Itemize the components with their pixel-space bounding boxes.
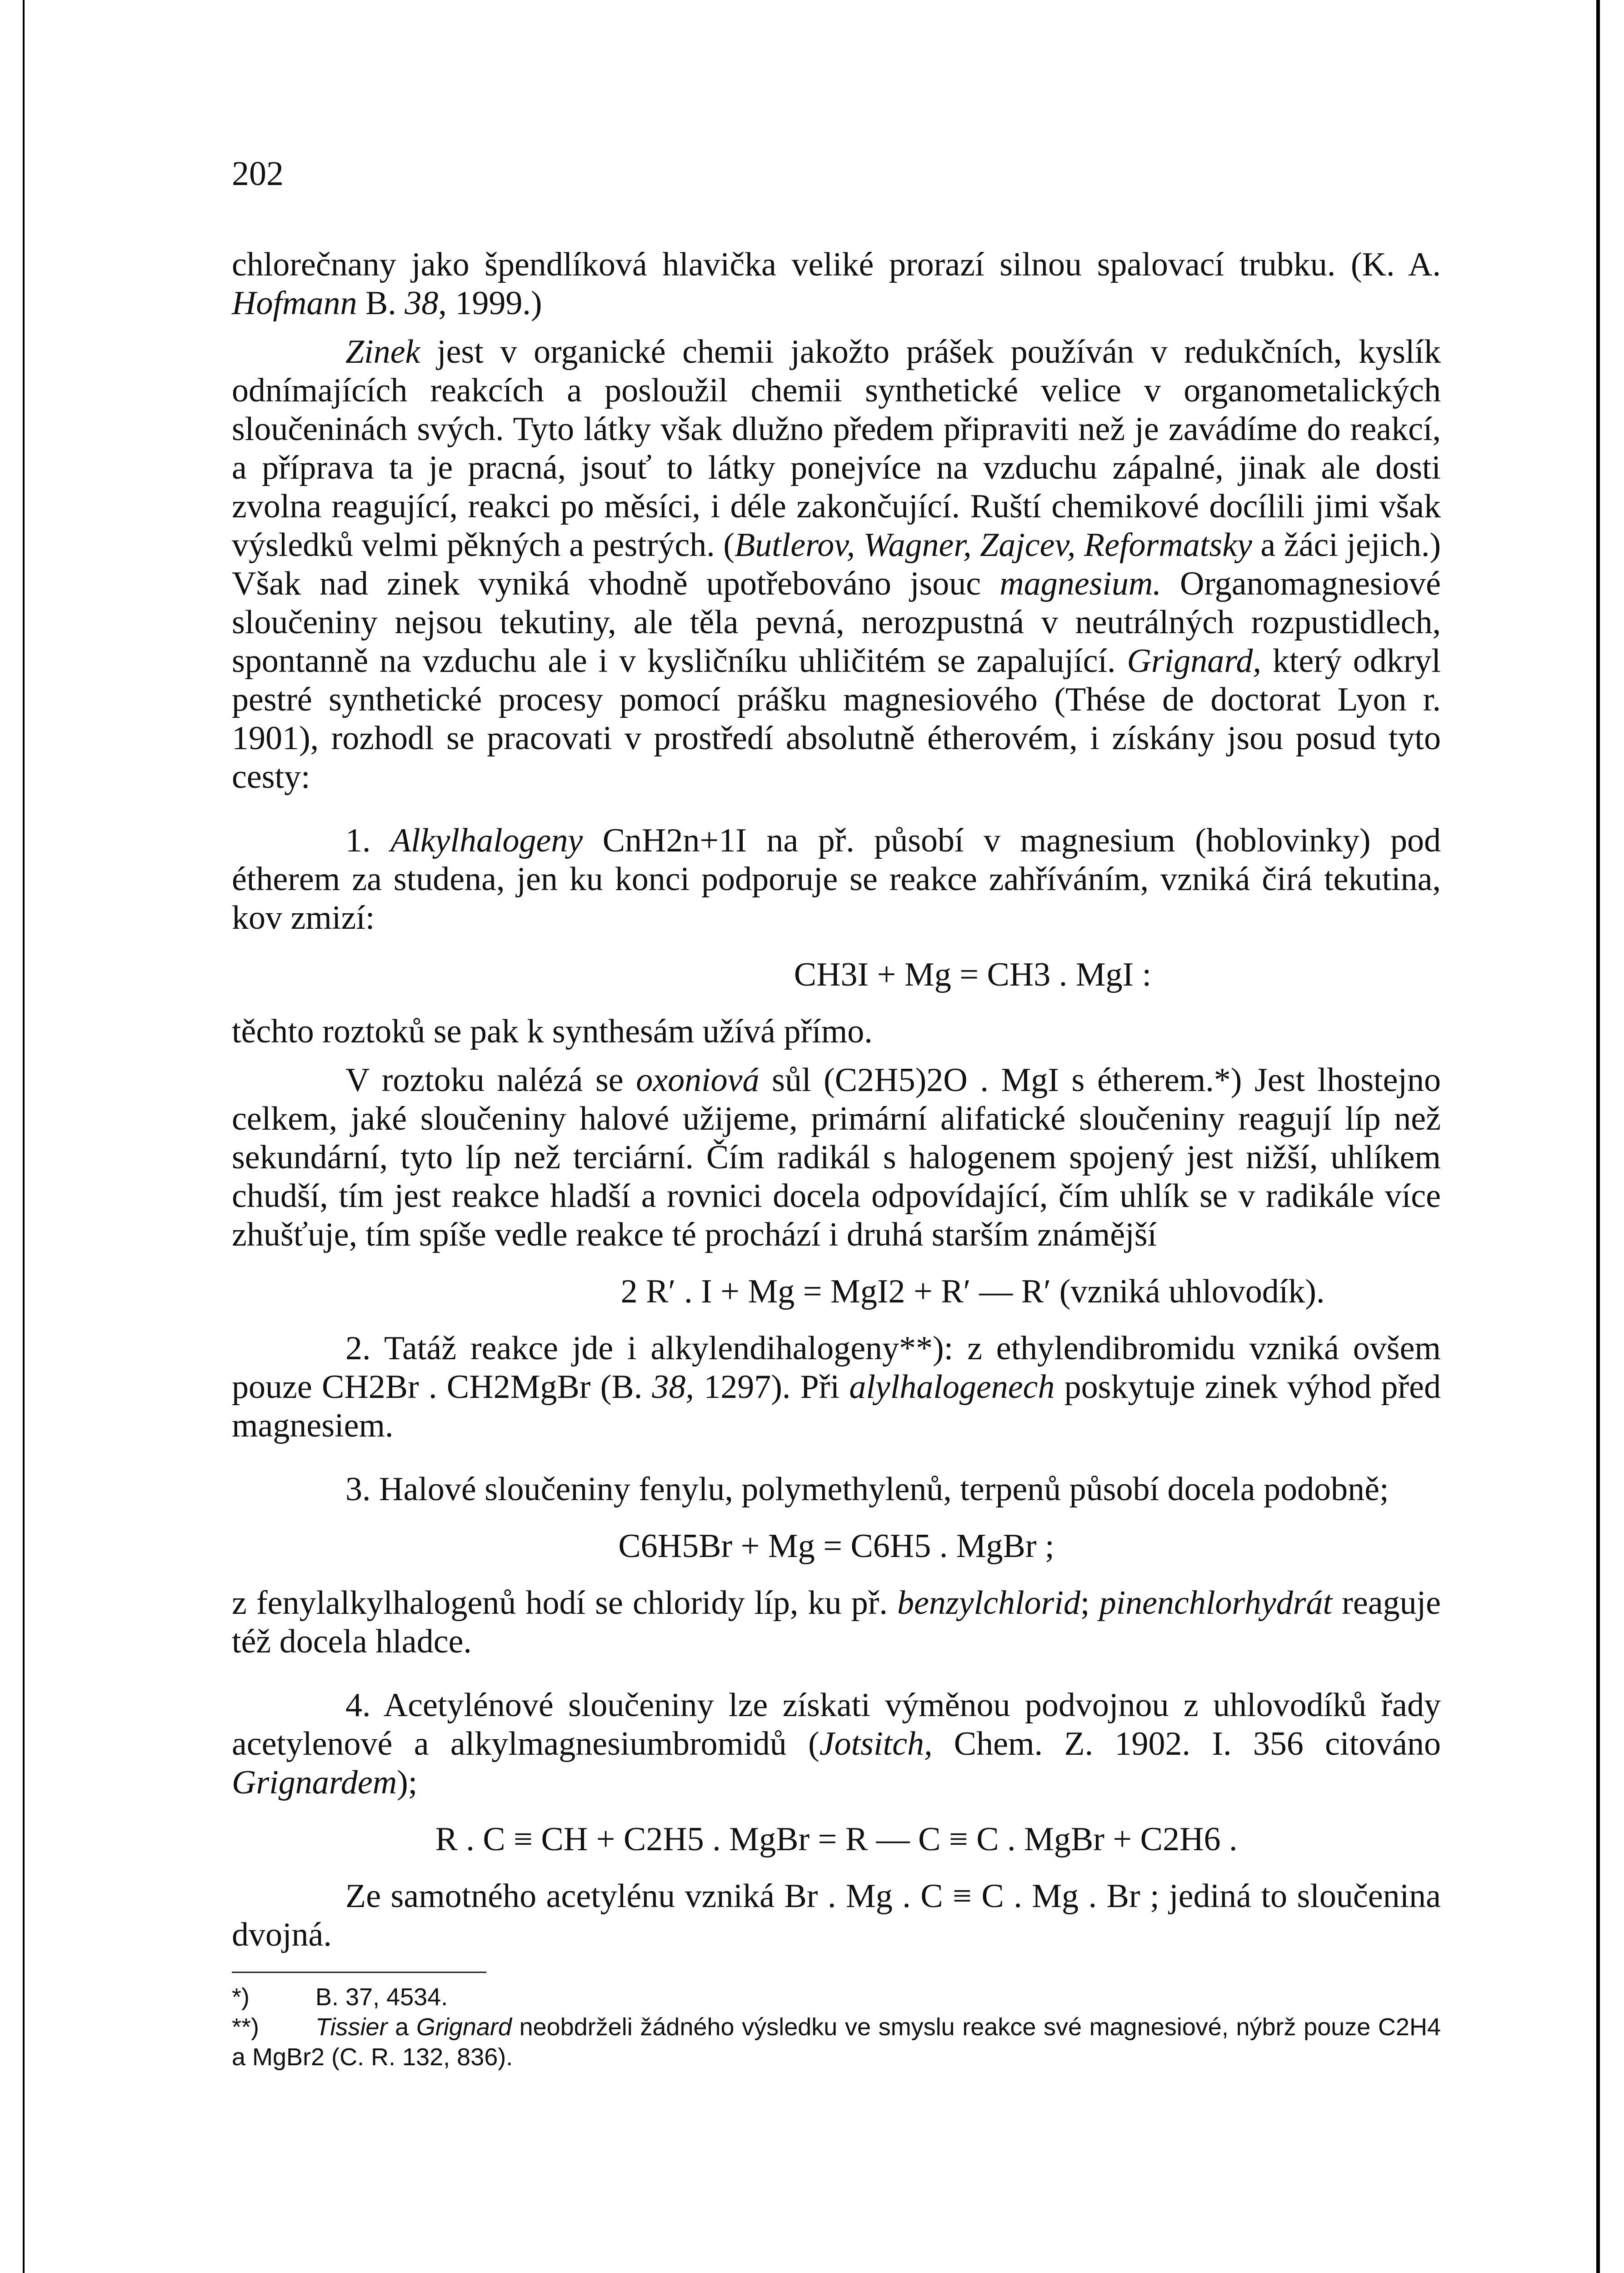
footnote-divider: [232, 1972, 486, 1973]
equation-2: 2 R′ . I + Mg = MgI2 + R′ — R′ (vzniká uhlovodík).: [620, 1273, 1325, 1310]
section-3-after: z fenylalkylhalogenů hodí se chloridy líp, ku př. benzylchlorid; pinenchlorhydrát reaguje též docela hladce.: [232, 1584, 1441, 1660]
section-4-paragraph: 4. Acetylénové sloučeniny lze získati výměnou podvojnou z uhlovodíků řady acetylenové a alkylmagnesiumbromidů (Jotsitch, Chem. Z. 1902. I. 356 citováno Grignardem);: [232, 1687, 1441, 1801]
oxonium-paragraph: V roztoku nalézá se oxoniová sůl (C2H5)2O . MgI s étherem.*) Jest lhostejno celkem, jaké sloučeniny halové užijeme, primární alifatické sloučeniny reagují líp než sekundární, tyto líp než terciární. Čím radikál s halogenem spojený jest nižší, uhlíkem chudší, tím jest reakce hladší a rovnici docela odpovídající, čím uhlík se v radikále více zhušťuje, tím spíše vedle reakce té prochází i druhá starším známější: [232, 1061, 1441, 1253]
footnotes: [232, 1982, 1441, 2072]
body-text: [232, 245, 1441, 2072]
equation-1: CH3I + Mg = CH3 . MgI :: [794, 956, 1152, 993]
footnote-2: **) Tissier a Grignard neobdrželi žádného výsledku ve smyslu reakce své magnesiové, nýbrž pouze C2H4 a MgBr2 (C. R. 132, 836).: [232, 2013, 1441, 2071]
section-1-after: těchto roztoků se pak k synthesám užívá přímo.: [232, 1013, 873, 1050]
section-4-after: Ze samotného acetylénu vzniká Br . Mg . C ≡ C . Mg . Br ; jediná to sloučenina dvojná.: [232, 1877, 1441, 1953]
equation-3: C6H5Br + Mg = C6H5 . MgBr ;: [618, 1527, 1054, 1565]
footnote-1: *) B. 37, 4534.: [232, 1983, 448, 2011]
section-2-paragraph: 2. Tatáž reakce jde i alkylendihalogeny**): z ethylendibromidu vzniká ovšem pouze CH2Br . CH2MgBr (B. 38, 1297). Při alylhalogenech poskytuje zinek výhod před magnesiem.: [232, 1330, 1441, 1444]
page-number: 202: [232, 155, 284, 193]
zinc-paragraph: Zinek jest v organické chemii jakožto prášek používán v redukčních, kyslík odnímajících reakcích a posloužil chemii synthetické velice v organometalických sloučeninách svých. Tyto látky však dlužno předem připraviti než je zavádíme do reakcí, a příprava ta je pracná, jsouť to látky ponejvíce na vzduchu zápalné, jinak ale dosti zvolna reagující, reakci po měsíci, i déle zakončující. Ruští chemikové docílili jimi však výsledků velmi pěkných a pestrých. (Butlerov, Wagner, Zajcev, Reformatsky a žáci jejich.) Však nad zinek vyniká vhodně upotřebováno jsouc magnesium. Organomagnesiové sloučeniny nejsou tekutiny, ale těla pevná, nerozpustná v neutrálných rozpustidlech, spontanně na vzduchu ale i v kysličníku uhličitém se zapalující. Grignard, který odkryl pestré synthetické procesy pomocí prášku magnesiového (Thése de doctorat Lyon r. 1901), rozhodl se pracovati v prostředí absolutně étherovém, i získány jsou posud tyto cesty:: [232, 333, 1441, 796]
section-3-paragraph: 3. Halové sloučeniny fenylu, polymethylenů, terpenů působí docela podobně;: [345, 1471, 1389, 1508]
intro-paragraph: chlorečnany jako špendlíková hlavička veliké prorazí silnou spalovací trubku. (K. A. Hofmann B. 38, 1999.): [232, 246, 1441, 322]
section-1-paragraph: 1. Alkylhalogeny CnH2n+1I na př. působí v magnesium (hoblovinky) pod étherem za studena, jen ku konci podporuje se reakce zahříváním, vzniká čirá tekutina, kov zmizí:: [232, 822, 1441, 936]
equation-4: R . C ≡ CH + C2H5 . MgBr = R — C ≡ C . MgBr + C2H6 .: [435, 1821, 1238, 1858]
